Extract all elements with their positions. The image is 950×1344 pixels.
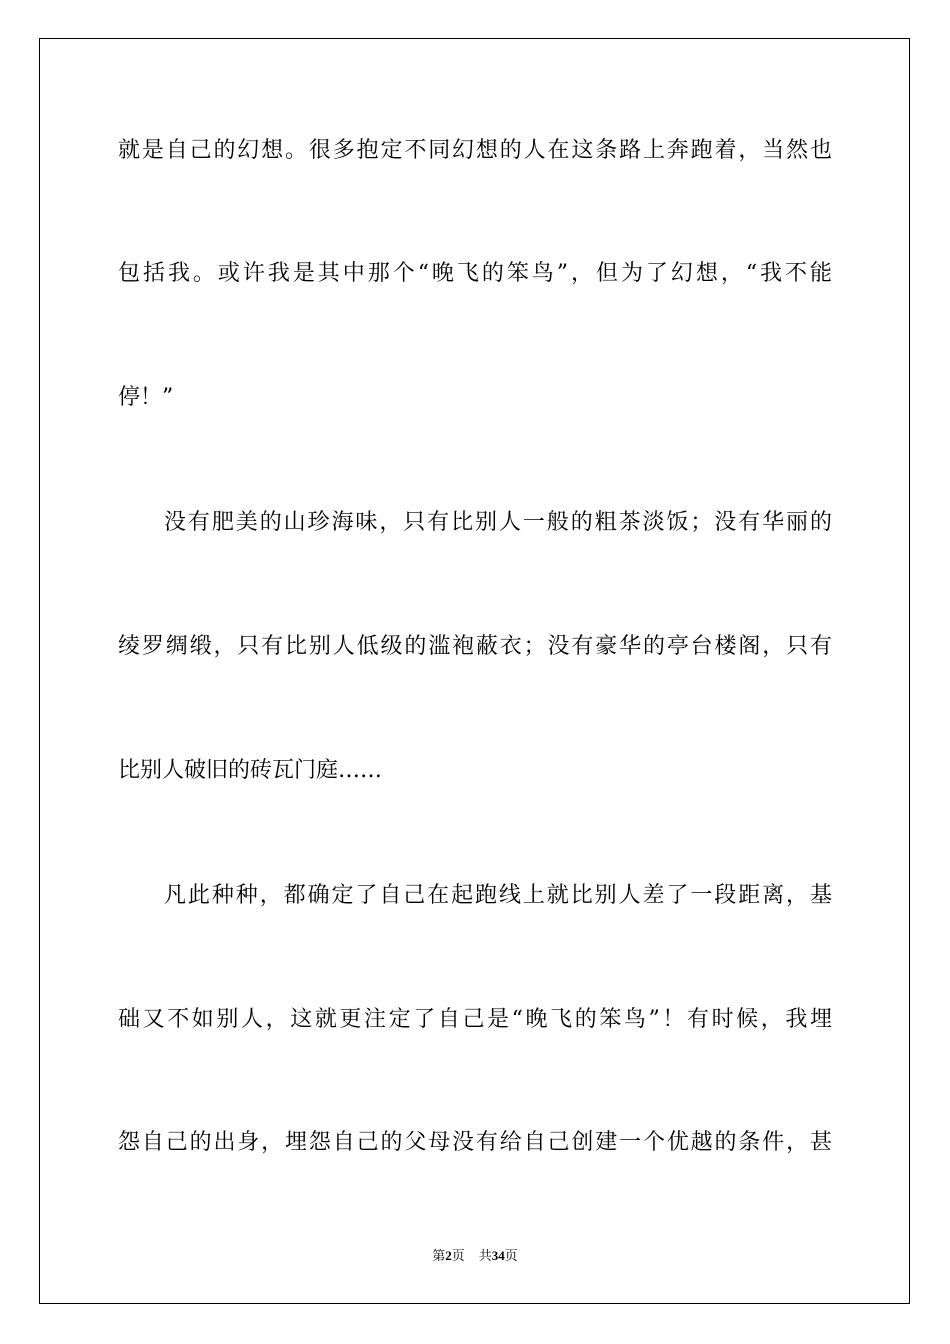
- paragraph-line: 没有肥美的山珍海味，只有比别人一般的粗茶淡饭；没有华丽的: [164, 510, 832, 535]
- page-prefix: 第: [432, 1248, 446, 1263]
- total-prefix: 共: [478, 1248, 492, 1263]
- paragraph-line: 就是自己的幻想。很多抱定不同幻想的人在这条路上奔跑着，当然也: [118, 138, 832, 163]
- paragraph-line: 凡此种种，都确定了自己在起跑线上就比别人差了一段距离，基: [164, 883, 832, 908]
- paragraph-line: 停！”: [118, 385, 174, 410]
- total-pages: 34: [491, 1248, 505, 1263]
- paragraph-line: 比别人破旧的砖瓦门庭……: [118, 758, 383, 783]
- page-suffix: 页: [451, 1248, 465, 1263]
- total-suffix: 页: [504, 1248, 518, 1263]
- page-frame: [39, 38, 910, 1304]
- page-number: 2: [445, 1248, 452, 1263]
- paragraph-line: 包括我。或许我是其中那个“晚飞的笨鸟”，但为了幻想，“我不能: [118, 261, 832, 286]
- paragraph-line: 绫罗绸缎，只有比别人低级的滥袍蔽衣；没有豪华的亭台楼阁，只有: [118, 634, 832, 659]
- paragraph-line: 础又不如别人，这就更注定了自己是“晚飞的笨鸟”！有时候，我埋: [118, 1007, 832, 1032]
- page-footer: [0, 1247, 950, 1265]
- paragraph-line: 怨自己的出身，埋怨自己的父母没有给自己创建一个优越的条件，甚: [118, 1130, 832, 1155]
